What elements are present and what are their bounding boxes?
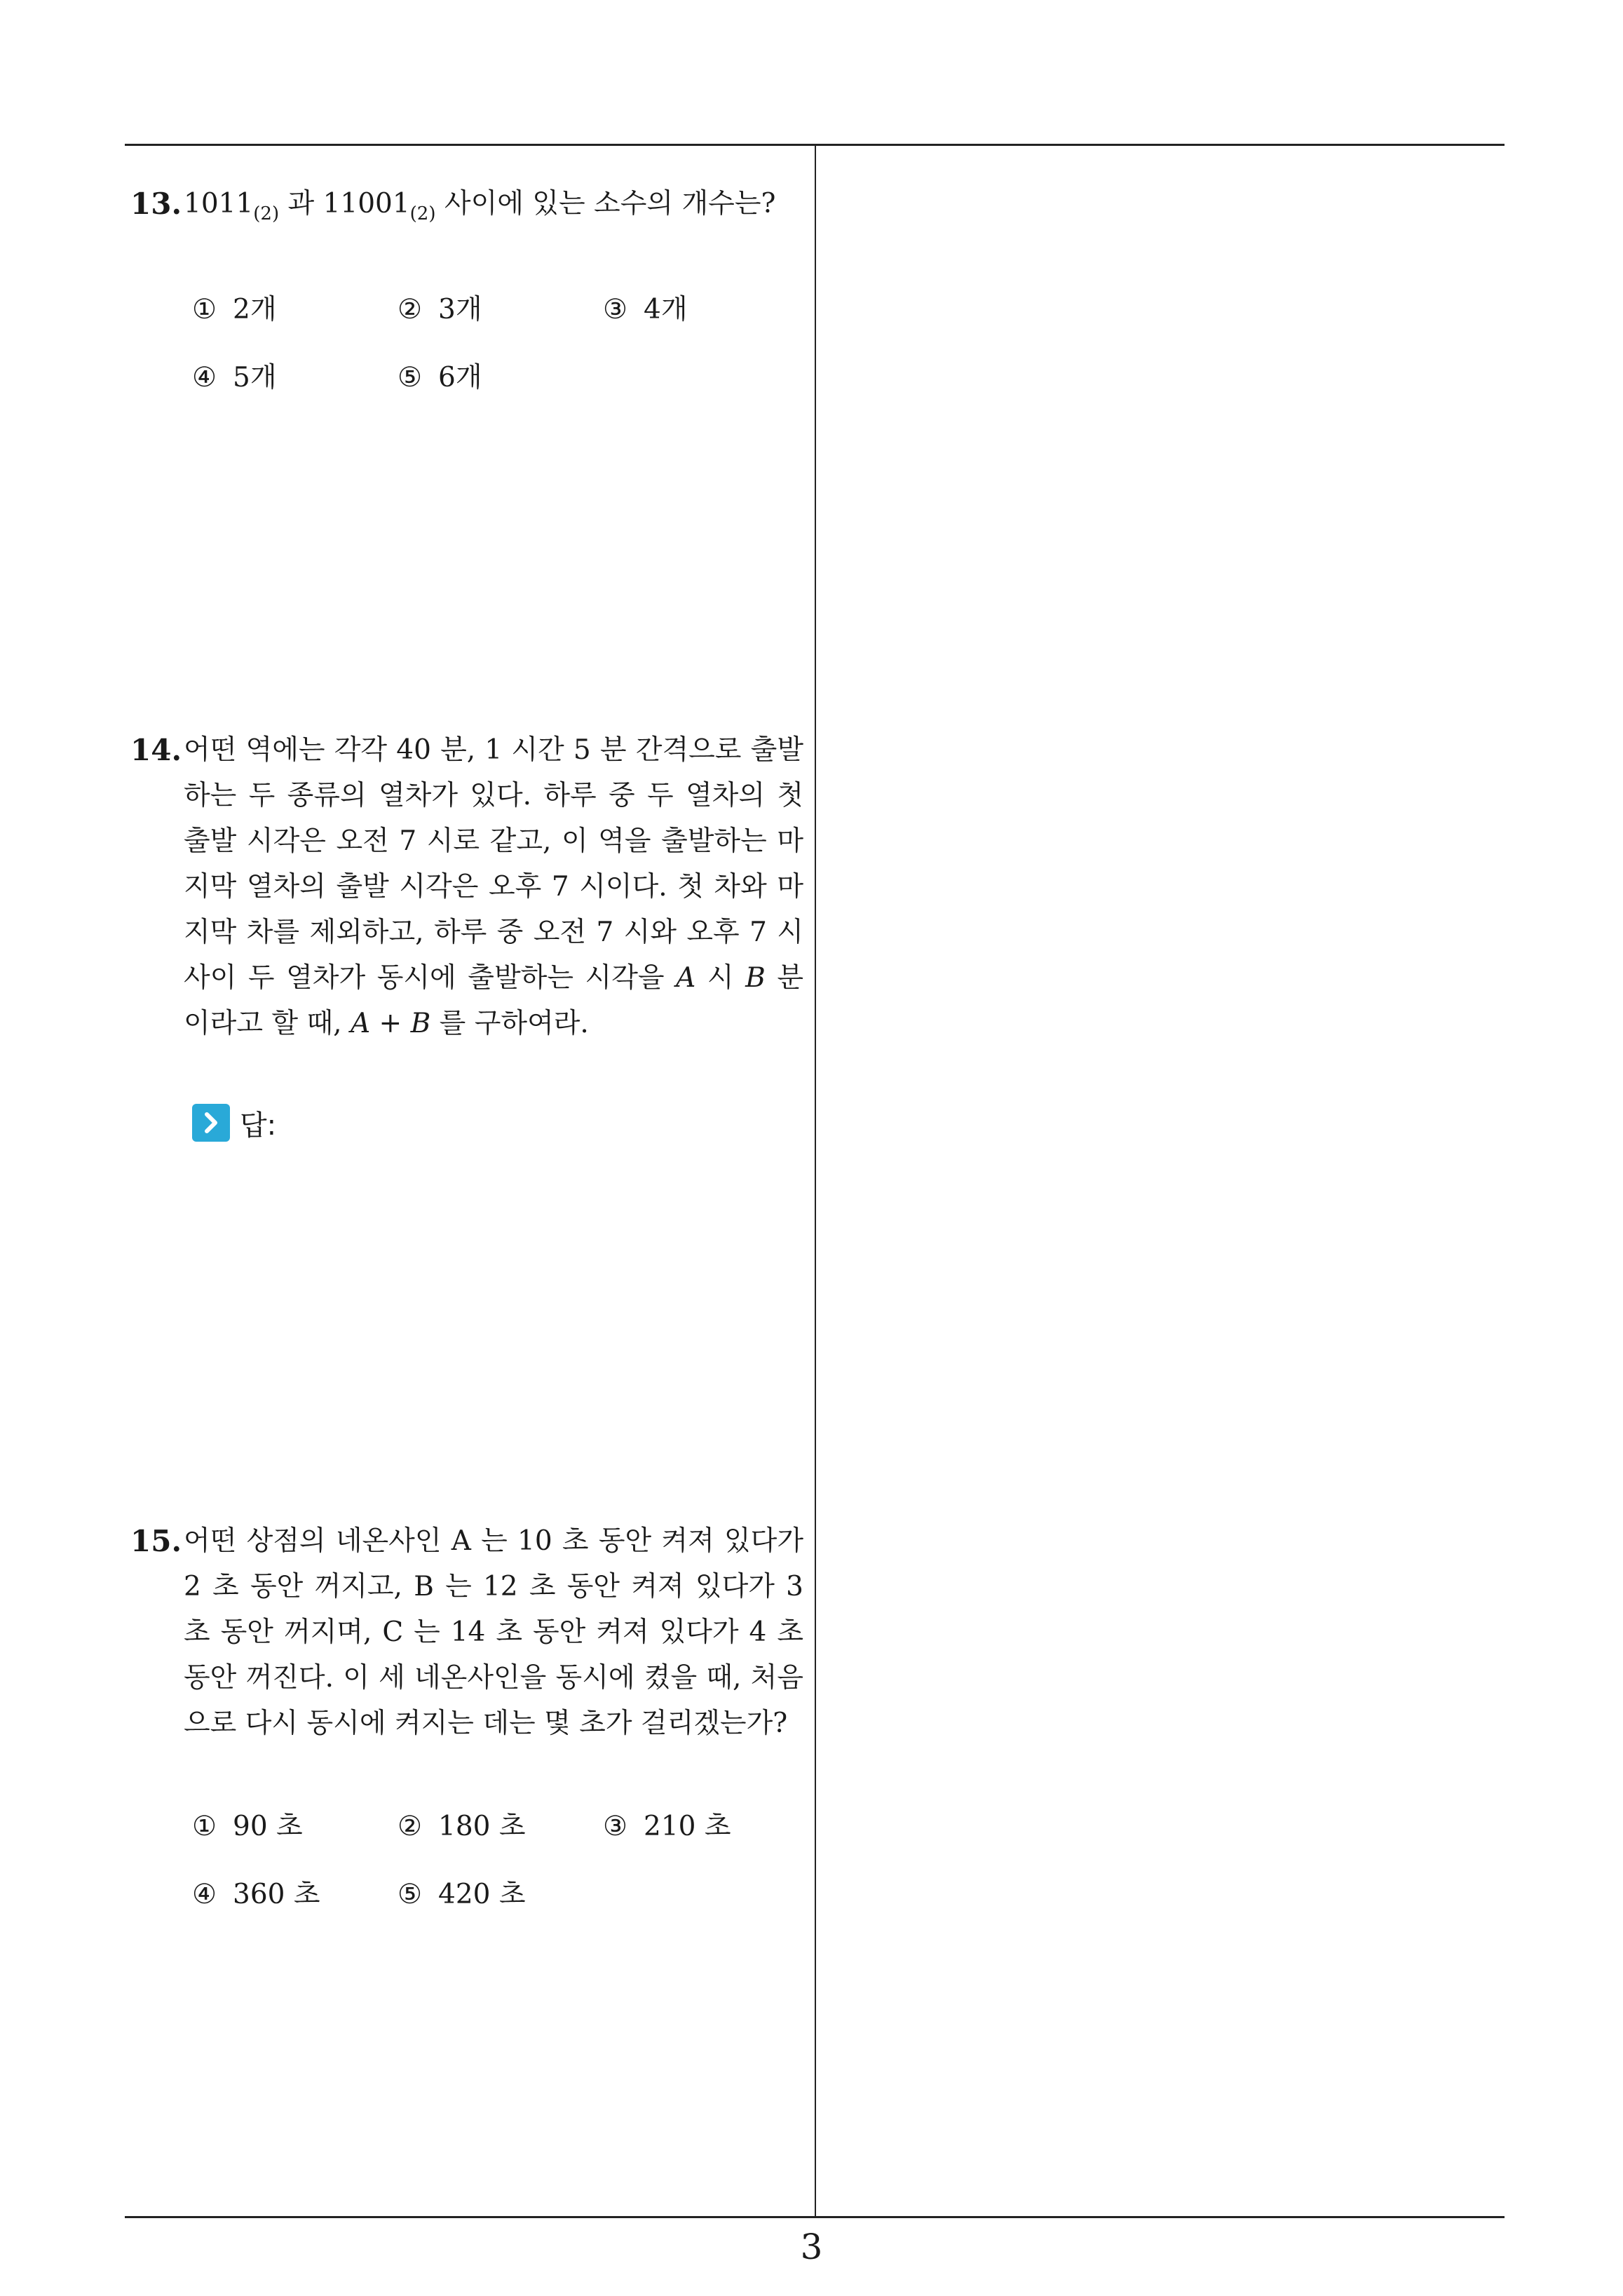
choice-mark: ①	[192, 294, 217, 325]
math-expression: A + B	[350, 1008, 431, 1039]
answer-field[interactable]	[192, 1103, 276, 1142]
choice-mark: ②	[398, 294, 422, 325]
choice-mark: ⑤	[398, 362, 422, 393]
text-segment: 1011	[184, 188, 254, 220]
choice-mark: ③	[603, 1811, 627, 1842]
choice-label: 6개	[438, 362, 482, 393]
choice-5[interactable]	[398, 1872, 526, 1912]
choice-1[interactable]	[192, 288, 277, 327]
choice-mark: ⑤	[398, 1879, 422, 1910]
base-subscript: (2)	[409, 203, 436, 224]
question-text	[184, 181, 803, 237]
math-var-b: B	[745, 962, 766, 994]
answer-label: 답:	[240, 1109, 277, 1142]
choice-4[interactable]	[192, 356, 277, 395]
choice-3[interactable]	[603, 288, 688, 327]
text-segment: 시	[695, 962, 746, 994]
text-segment: 를 구하여라.	[430, 1008, 589, 1039]
text-segment: 분이라고 할 때,	[184, 962, 803, 1039]
choice-label: 360 초	[233, 1879, 320, 1910]
choice-mark: ②	[398, 1811, 422, 1842]
question-14	[130, 727, 803, 1046]
math-var-a: A	[676, 962, 696, 994]
choice-4[interactable]	[192, 1872, 320, 1912]
choice-mark: ④	[192, 362, 217, 393]
question-text	[184, 727, 803, 1046]
base-subscript: (2)	[253, 203, 280, 224]
choice-2[interactable]	[398, 1804, 526, 1844]
question-13	[130, 181, 803, 237]
choice-1[interactable]	[192, 1804, 303, 1844]
text-segment: 사이에 있는 소수의 개수는?	[435, 188, 776, 220]
choice-mark: ③	[603, 294, 627, 325]
question-number: 15.	[130, 1524, 182, 1558]
choice-label: 180 초	[438, 1811, 526, 1842]
question-15	[130, 1518, 803, 1746]
question-text: 어떤 상점의 네온사인 A 는 10 초 동안 켜져 있다가 2 초 동안 꺼지고, B 는 12 초 동안 켜져 있다가 3 초 동안 꺼지며, C 는 14 초 동안 켜져 있다가 4 초 동안 꺼진다. 이 세 네온사인을 동시에 켰을 때, 처음으로 다시 동시에 켜지는 데는 몇 초가 걸리겠는가?	[184, 1525, 803, 1739]
choice-5[interactable]	[398, 356, 482, 395]
choice-label: 2개	[233, 294, 277, 325]
page-number: 3	[800, 2227, 823, 2267]
column-divider	[815, 145, 816, 2217]
choice-mark: ①	[192, 1811, 217, 1842]
choice-mark: ④	[192, 1879, 217, 1910]
choice-2[interactable]	[398, 288, 482, 327]
text-segment: 과 11001	[279, 188, 410, 220]
choice-label: 5개	[233, 362, 277, 393]
choice-label: 420 초	[438, 1879, 526, 1910]
question-number: 13.	[130, 187, 182, 221]
text-segment: 어떤 역에는 각각 40 분, 1 시간 5 분 간격으로 출발하는 두 종류의 열차가 있다. 하루 중 두 열차의 첫 출발 시각은 오전 7 시로 같고, 이 역을 출발하는 마지막 열차의 출발 시각은 오후 7 시이다. 첫 차와 마지막 차를 제외하고, 하루 중 오전 7 시와 오후 7 시 사이 두 열차가 동시에 출발하는 시각을	[184, 734, 803, 994]
chevron-right-icon	[192, 1104, 230, 1142]
choice-label: 4개	[644, 294, 688, 325]
footer-rule	[125, 2216, 1505, 2218]
choice-label: 90 초	[233, 1811, 303, 1842]
choice-3[interactable]	[603, 1804, 731, 1844]
question-number: 14.	[130, 733, 182, 767]
choice-label: 210 초	[644, 1811, 731, 1842]
choice-label: 3개	[438, 294, 482, 325]
